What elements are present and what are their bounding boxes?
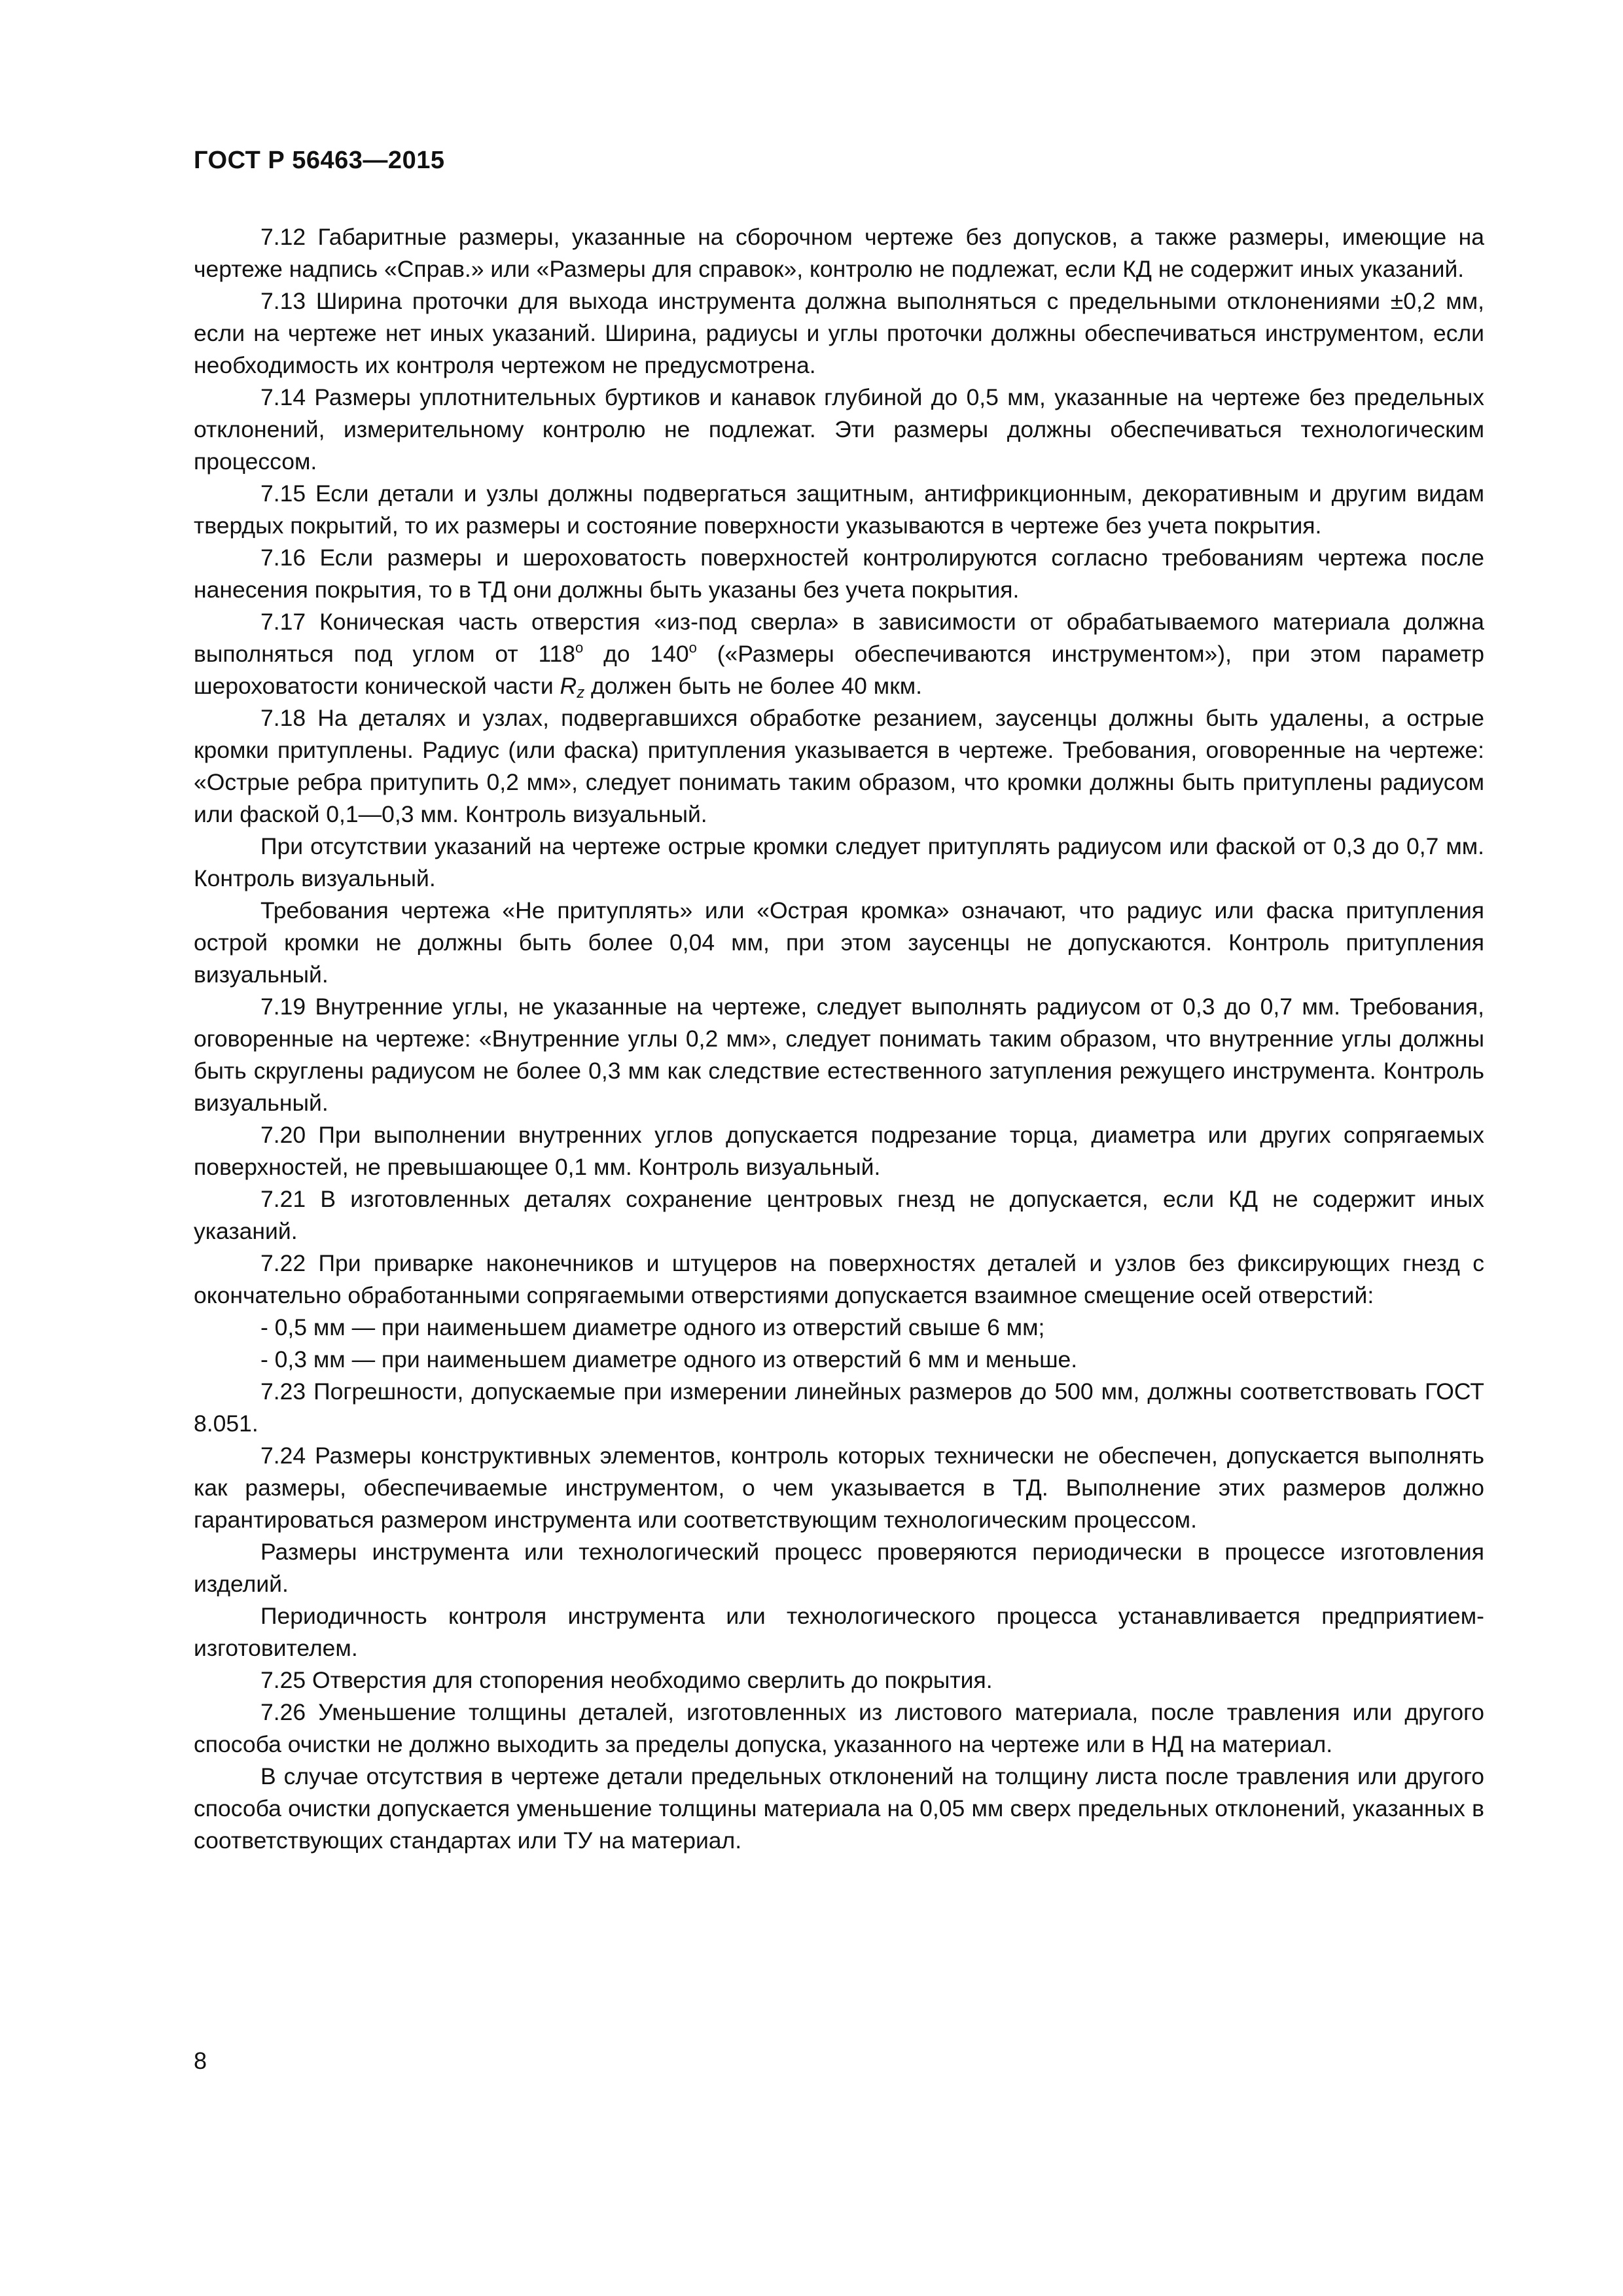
degree-mark: о xyxy=(688,639,697,656)
paragraph-7-26-cont-1: В случае отсутствия в чертеже детали предельных отклонений на толщину листа после травления или другого способа очистки допускается уменьшение толщины материала на 0,05 мм сверх предельных отклонений, указанных в соответствующих стандартах или ТУ на материал. xyxy=(194,1763,1484,1854)
paragraph-7-17 xyxy=(194,606,1484,702)
paragraph-7-16: 7.16 Если размеры и шероховатость поверхностей контролируются согласно требованиям чертежа после нанесения покрытия, то в ТД они должны быть указаны без учета покрытия. xyxy=(194,545,1484,603)
document-code-header: ГОСТ Р 56463—2015 xyxy=(194,147,445,174)
p717-text-b: до 140 xyxy=(583,641,689,667)
document-body xyxy=(194,221,1484,1857)
paragraph-7-15: 7.15 Если детали и узлы должны подвергаться защитным, антифрикционным, декоративным и другим видам твердых покрытий, то их размеры и состояние поверхности указываются в чертеже без учета покрытия. xyxy=(194,480,1484,539)
paragraph-7-23: 7.23 Погрешности, допускаемые при измерении линейных размеров до 500 мм, должны соответствовать ГОСТ 8.051. xyxy=(194,1378,1484,1437)
paragraph-7-12: 7.12 Габаритные размеры, указанные на сборочном чертеже без допусков, а также размеры, имеющие на чертеже надпись «Справ.» или «Размеры для справок», контролю не подлежат, если КД не содержит иных указаний. xyxy=(194,224,1484,282)
roughness-subscript: z xyxy=(577,684,585,702)
paragraph-7-24-cont-1: Размеры инструмента или технологический процесс проверяются периодически в процессе изготовления изделий. xyxy=(194,1539,1484,1597)
degree-mark: о xyxy=(575,639,584,656)
list-item: - 0,5 мм — при наименьшем диаметре одного из отверстий свыше 6 мм; xyxy=(260,1314,1045,1340)
roughness-symbol: R xyxy=(560,673,577,699)
paragraph-7-13: 7.13 Ширина проточки для выхода инструмента должна выполняться с предельными отклонениями ±0,2 мм, если на чертеже нет иных указаний. Ширина, радиусы и углы проточки должны обеспечиваться инструментом, если необходимость их контроля чертежом не предусмотрена. xyxy=(194,288,1484,378)
paragraph-7-19: 7.19 Внутренние углы, не указанные на чертеже, следует выполнять радиусом от 0,3 до 0,7 мм. Требования, оговоренные на чертеже: «Внутренние углы 0,2 мм», следует понимать таким образом, что внутренние углы должны быть скруглены радиусом не более 0,3 мм как следствие естественного затупления режущего инструмента. Контроль визуальный. xyxy=(194,994,1484,1116)
p717-text-d: должен быть не более 40 мкм. xyxy=(584,673,922,699)
paragraph-7-26: 7.26 Уменьшение толщины деталей, изготовленных из листового материала, после травления или другого способа очистки не должно выходить за пределы допуска, указанного на чертеже или в НД на материал. xyxy=(194,1699,1484,1757)
p717-text-a: 7.17 Коническая часть отверстия «из-под сверла» в зависимости от обрабатываемого материала должна выполняться под углом от 118 xyxy=(194,609,1484,667)
paragraph-7-24: 7.24 Размеры конструктивных элементов, контроль которых технически не обеспечен, допускается выполнять как размеры, обеспечиваемые инструментом, о чем указывается в ТД. Выполнение этих размеров должно гарантироваться размером инструмента или соответствующим технологическим процессом. xyxy=(194,1443,1484,1533)
p717-text-c: («Размеры обеспечиваются инструментом»), при этом параметр шероховатости конической части xyxy=(194,641,1485,699)
list-item: - 0,3 мм — при наименьшем диаметре одного из отверстий 6 мм и меньше. xyxy=(260,1346,1078,1372)
page-number: 8 xyxy=(194,2047,207,2074)
paragraph-7-14: 7.14 Размеры уплотнительных буртиков и канавок глубиной до 0,5 мм, указанные на чертеже без предельных отклонений, измерительному контролю не подлежат. Эти размеры должны обеспечиваться технологическим процессом. xyxy=(194,384,1484,475)
paragraph-7-18-cont-2: Требования чертежа «Не притуплять» или «Острая кромка» означают, что радиус или фаска притупления острой кромки не должны быть более 0,04 мм, при этом заусенцы не допускаются. Контроль притупления визуальный. xyxy=(194,897,1484,988)
paragraph-7-22: 7.22 При приварке наконечников и штуцеров на поверхностях деталей и узлов без фиксирующих гнезд с окончательно обработанными сопрягаемыми отверстиями допускается взаимное смещение осей отверстий: xyxy=(194,1250,1484,1308)
paragraph-7-18: 7.18 На деталях и узлах, подвергавшихся обработке резанием, заусенцы должны быть удалены, а острые кромки притуплены. Радиус (или фаска) притупления указывается в чертеже. Требования, оговоренные на чертеже: «Острые ребра притупить 0,2 мм», следует понимать таким образом, что кромки должны быть притуплены радиусом или фаской 0,1—0,3 мм. Контроль визуальный. xyxy=(194,705,1484,827)
paragraph-7-21: 7.21 В изготовленных деталях сохранение центровых гнезд не допускается, если КД не содержит иных указаний. xyxy=(194,1186,1484,1244)
paragraph-7-18-cont-1: При отсутствии указаний на чертеже острые кромки следует притуплять радиусом или фаской от 0,3 до 0,7 мм. Контроль визуальный. xyxy=(194,833,1484,891)
paragraph-7-20: 7.20 При выполнении внутренних углов допускается подрезание торца, диаметра или других сопрягаемых поверхностей, не превышающее 0,1 мм. Контроль визуальный. xyxy=(194,1122,1484,1180)
paragraph-7-25: 7.25 Отверстия для стопорения необходимо сверлить до покрытия. xyxy=(260,1667,993,1693)
paragraph-7-24-cont-2: Периодичность контроля инструмента или технологического процесса устанавливается предприятием-изготовителем. xyxy=(194,1603,1484,1661)
